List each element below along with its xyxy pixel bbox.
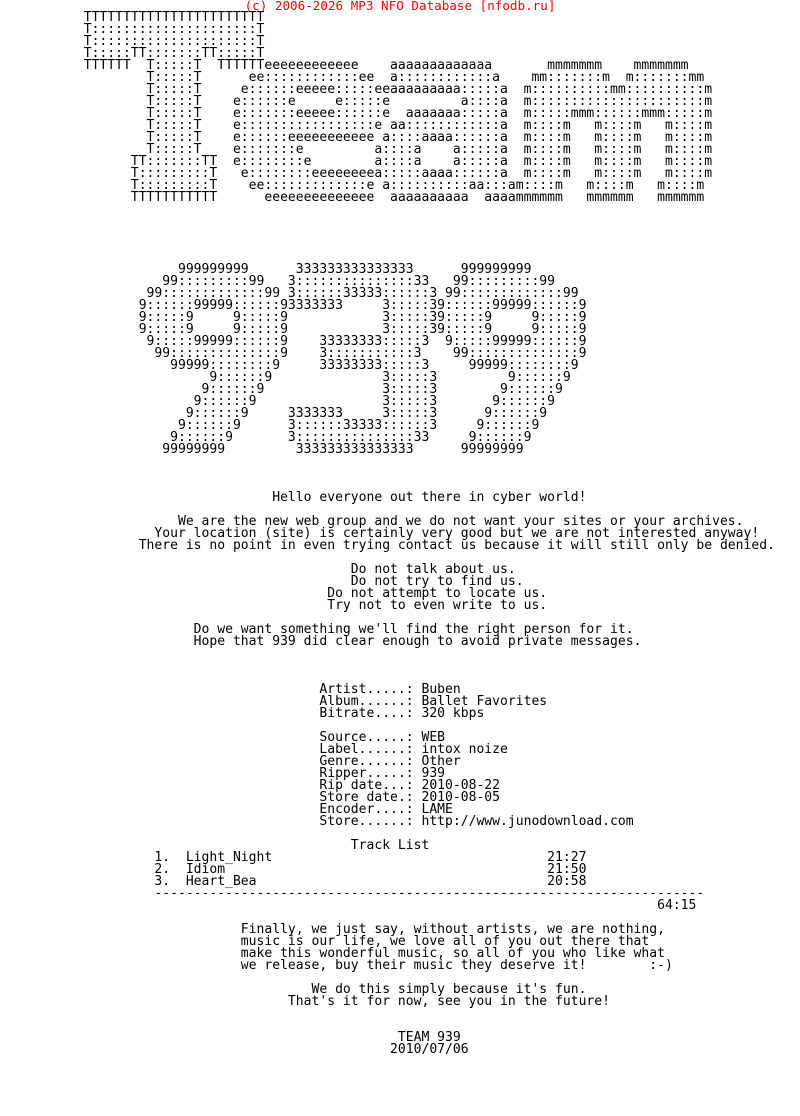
nfo-line: Encoder....: LAME <box>68 802 453 817</box>
nfo-line: T:::::::::::::::::::::T <box>68 34 265 49</box>
nfo-line: T:::::T e::::::e e:::::e a::::a m::::::::::::::::::::::m <box>68 94 713 109</box>
nfo-line: 9::::::9 3:::::3 9::::::9 <box>68 382 563 397</box>
nfo-line: 9:::::9 9:::::9 3:::::39:::::9 9:::::9 <box>68 322 587 337</box>
nfo-line: That's it for now, see you in the future! <box>68 994 610 1009</box>
nfo-line: T:::::T e::::::eeeeeeeeeee a::::aaaa::::::a m::::m m::::m m::::m <box>68 130 713 145</box>
nfo-line: Source.....: WEB <box>68 730 446 745</box>
nfo-line: 99:::::::::99 3:::::::::::::::33 99:::::::::99 <box>68 274 556 289</box>
nfo-line: Label......: intox noize <box>68 742 508 757</box>
nfo-line: T:::::::::T e::::::::eeeeeeeea:::::aaaa::::::a m::::m m::::m m::::m <box>68 166 713 181</box>
nfo-line: make this wonderful music, so all of you who like what <box>68 946 665 961</box>
nfo-line: 99999999 333333333333333 99999999 <box>68 442 524 457</box>
nfo-line: 99999::::::::9 33333333:::::3 99999::::::::9 <box>68 358 579 373</box>
nfo-line: Album......: Ballet Favorites <box>68 694 548 709</box>
nfo-line: Finally, we just say, without artists, we are nothing, <box>68 922 665 937</box>
nfo-line: 9::::::9 3:::::::::::::::33 9::::::9 <box>68 430 532 445</box>
nfo-line: 2. Idiom 21:50 <box>68 862 587 877</box>
nfo-line: Store date.: 2010-08-05 <box>68 790 501 805</box>
nfo-line: 9::::::99999::::::93333333 3:::::39::::::99999::::::9 <box>68 298 587 313</box>
nfo-line: There is no point in even trying contact us because it will still only be denied. <box>68 538 775 553</box>
nfo-line: Hello everyone out there in cyber world! <box>68 490 587 505</box>
nfo-line: 9::::::9 3:::::3 9::::::9 <box>68 370 571 385</box>
nfo-body <box>68 12 775 1056</box>
nfo-line: Rip date...: 2010-08-22 <box>68 778 501 793</box>
nfodb-header: (c) 2006-2026 MP3 NFO Database [nfodb.ru] <box>244 0 556 13</box>
nfo-line: Bitrate....: 320 kbps <box>68 706 485 721</box>
nfo-line: Do not attempt to locate us. <box>68 586 548 601</box>
nfo-line: 2010/07/06 <box>68 1042 469 1057</box>
nfo-line: T:::::T ee::::::::::::ee a::::::::::::a mm:::::::m m:::::::mm <box>68 70 705 85</box>
nfo-line: ---------------------------------------------------------------------- <box>68 886 705 901</box>
nfo-line: 9::::::9 3::::::33333::::::3 9::::::9 <box>68 418 540 433</box>
nfo-line: Your location (site) is certainly very good but we are not interested anyway! <box>68 526 760 541</box>
nfo-line: 9::::::9 3333333 3:::::3 9::::::9 <box>68 406 548 421</box>
nfo-line: 1. Light_Night 21:27 <box>68 850 587 865</box>
nfo-line: T:::::TT:::::::TT:::::T <box>68 46 265 61</box>
nfo-line: TTTTTTTTTTTTTTTTTTTTTTT <box>68 10 265 25</box>
nfo-line: T:::::T e:::::::eeeee::::::e aaaaaaa:::::a m:::::mmm::::::mmm:::::m <box>68 106 713 121</box>
nfo-line: Ripper.....: 939 <box>68 766 446 781</box>
nfo-line: T:::::T e:::::::::::::::::e aa::::::::::::a m::::m m::::m m::::m <box>68 118 713 133</box>
nfo-line: 64:15 <box>68 898 697 913</box>
nfo-line: T:::::::::::::::::::::T <box>68 22 265 37</box>
nfo-line: Track List <box>68 838 430 853</box>
nfo-line: T:::::T e:::::::e a::::a a:::::a m::::m m::::m m::::m <box>68 142 713 157</box>
nfo-line: TTTTTTTTTTT eeeeeeeeeeeeee aaaaaaaaaa aaaammmmmm mmmmmm mmmmmm <box>68 190 705 205</box>
nfo-line: 99::::::::::::::9 3:::::::::::3 99::::::::::::::9 <box>68 346 587 361</box>
nfo-line: music is our life, we love all of you out there that <box>68 934 650 949</box>
nfo-line: Do not talk about us. <box>68 562 516 577</box>
nfo-line: Store......: http://www.junodownload.com <box>68 814 634 829</box>
nfo-line: TEAM 939 <box>68 1030 461 1045</box>
nfo-line: Try not to even write to us. <box>68 598 548 613</box>
nfo-line: we release, buy their music they deserve it! :-) <box>68 958 673 973</box>
nfo-line: Hope that 939 did clear enough to avoid private messages. <box>68 634 642 649</box>
nfo-line: T:::::T e::::::eeeee:::::eeaaaaaaaaa:::::a m::::::::::mm::::::::::m <box>68 82 713 97</box>
nfo-line: Do not try to find us. <box>68 574 524 589</box>
nfo-line: TTTTTT T:::::T TTTTTTeeeeeeeeeeee aaaaaaaaaaaaa mmmmmmm mmmmmmm <box>68 58 689 73</box>
nfo-line: T:::::::::T ee:::::::::::::e a::::::::::aa:::am::::m m::::m m::::m <box>68 178 705 193</box>
nfo-line: Artist.....: Buben <box>68 682 461 697</box>
nfo-line: 9::::::9 3:::::3 9::::::9 <box>68 394 556 409</box>
nfo-line: 9:::::9 9:::::9 3:::::39:::::9 9:::::9 <box>68 310 587 325</box>
nfo-line: 99:::::::::::::99 3::::::33333::::::3 99:::::::::::::99 <box>68 286 579 301</box>
nfo-line: TT:::::::TT e::::::::e a::::a a:::::a m::::m m::::m m::::m <box>68 154 713 169</box>
nfo-line: 9:::::99999::::::9 33333333:::::3 9:::::99999::::::9 <box>68 334 587 349</box>
nfo-line: 3. Heart_Bea 20:58 <box>68 874 587 889</box>
nfo-line: We are the new web group and we do not want your sites or your archives. <box>68 514 744 529</box>
nfo-line: 999999999 333333333333333 999999999 <box>68 262 532 277</box>
nfo-line: Genre......: Other <box>68 754 461 769</box>
nfo-line: Do we want something we'll find the right person for it. <box>68 622 634 637</box>
nfo-line: We do this simply because it's fun. <box>68 982 587 997</box>
